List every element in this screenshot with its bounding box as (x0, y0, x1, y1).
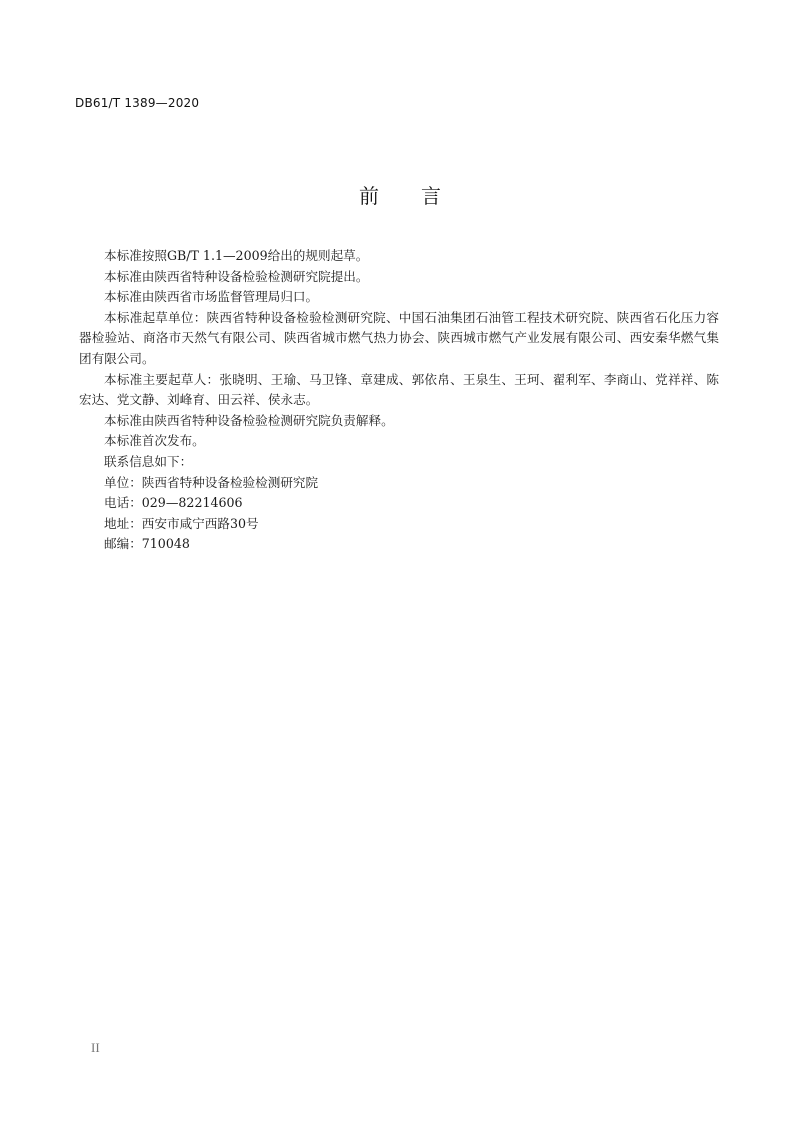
paragraph-administrator: 本标准由陕西省市场监督管理局归口。 (104, 289, 319, 305)
paragraph-drafting-rules: 本标准按照GB/T 1.1—2009给出的规则起草。 (104, 248, 369, 263)
paragraph-drafters: 本标准主要起草人：张晓明、王瑜、马卫锋、章建成、郭依帛、王泉生、王珂、翟利军、李商山、党祥祥、陈宏达、党文静、刘峰育、田云祥、侯永志。 (79, 371, 719, 408)
paragraph-drafting-units: 本标准起草单位：陕西省特种设备检验检测研究院、中国石油集团石油管工程技术研究院、陕西省石化压力容器检验站、商洛市天然气有限公司、陕西省城市燃气热力协会、陕西城市燃气产业发展有限公司、西安秦华燃气集团有限公司。 (79, 309, 719, 366)
title-char-2: 言 (421, 184, 441, 208)
paragraph-contact-heading: 联系信息如下： (104, 453, 193, 469)
paragraph-interpretation: 本标准由陕西省特种设备检验检测研究院负责解释。 (104, 412, 394, 428)
paragraph-proposer: 本标准由陕西省特种设备检验检测研究院提出。 (104, 268, 369, 284)
contact-phone: 电话：029—82214606 (104, 495, 243, 511)
title-char-1: 前 (359, 184, 379, 208)
contact-postcode: 邮编：710048 (104, 536, 190, 552)
contact-address: 地址：西安市咸宁西路30号 (104, 515, 259, 531)
foreword-body (79, 246, 719, 555)
standard-code-header: DB61/T 1389—2020 (75, 96, 200, 110)
contact-organization: 单位：陕西省特种设备检验检测研究院 (104, 474, 319, 490)
page-number: II (91, 1040, 100, 1055)
page-title (0, 180, 800, 209)
paragraph-first-release: 本标准首次发布。 (104, 433, 205, 449)
